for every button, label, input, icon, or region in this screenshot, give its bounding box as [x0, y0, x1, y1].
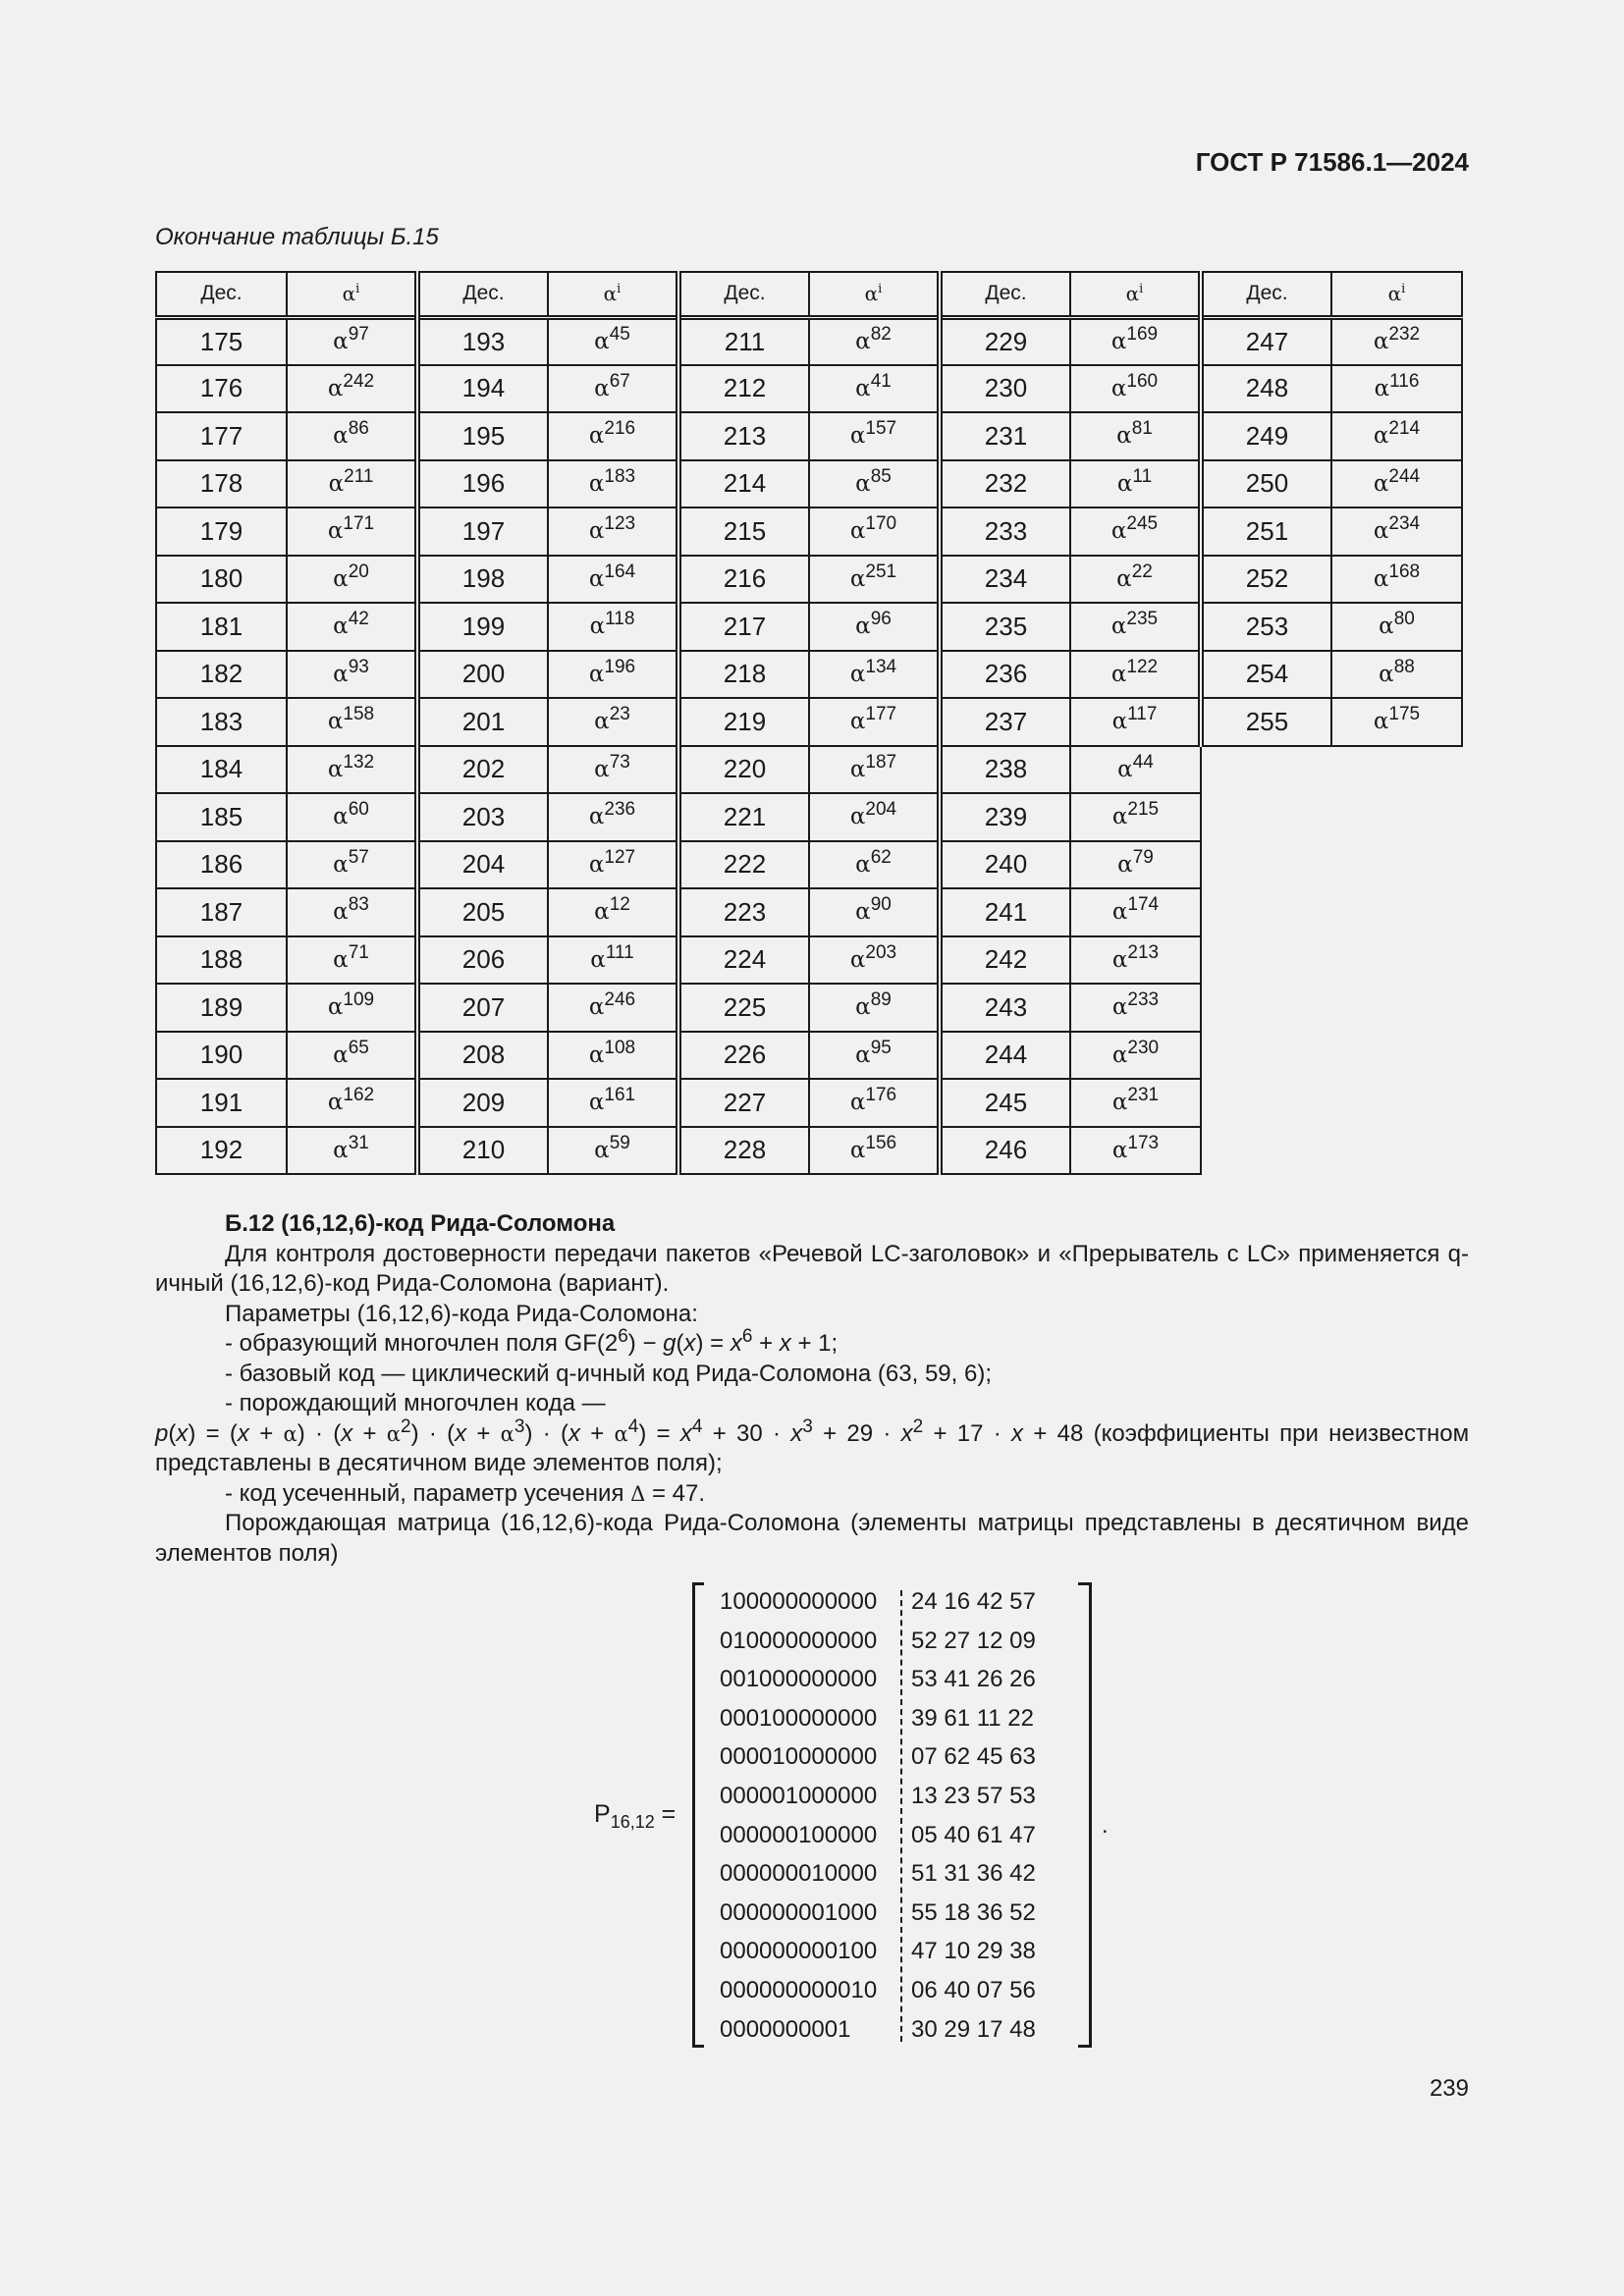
cell-alpha: $\alpha^{71}$: [287, 936, 417, 985]
cell-alpha: $\alpha^{134}$: [809, 651, 940, 699]
bullet-truncation: - код усеченный, параметр усечения Δ = 47.: [225, 1479, 705, 1507]
matrix-parity-part: 55 18 36 52: [911, 1898, 1036, 1926]
cell-dec: 180: [156, 556, 287, 604]
cell-dec: 202: [417, 746, 548, 794]
table-row: [156, 1127, 1462, 1175]
cell-alpha: $\alpha^{65}$: [287, 1032, 417, 1080]
header-dec: Дес.: [678, 272, 809, 317]
paragraph-2: Параметры (16,12,6)-кода Рида-Соломона:: [225, 1300, 698, 1327]
cell-alpha: $\alpha^{211}$: [287, 460, 417, 508]
cell-empty: [1201, 1079, 1331, 1127]
matrix-parity-part: 53 41 26 26: [911, 1666, 1036, 1693]
cell-dec: 182: [156, 651, 287, 699]
cell-alpha: $\alpha^{45}$: [548, 317, 678, 365]
cell-alpha: $\alpha^{23}$: [548, 698, 678, 746]
cell-dec: 249: [1201, 412, 1331, 460]
table-row: [156, 793, 1462, 841]
cell-dec: 208: [417, 1032, 548, 1080]
bullet-generator-polynomial: - порождающий многочлен кода —: [225, 1390, 606, 1416]
cell-empty: [1331, 793, 1462, 841]
cell-alpha: $\alpha^{85}$: [809, 460, 940, 508]
cell-alpha: $\alpha^{177}$: [809, 698, 940, 746]
table-row: [156, 698, 1462, 746]
cell-dec: 221: [678, 793, 809, 841]
cell-dec: 210: [417, 1127, 548, 1175]
table-row: [156, 984, 1462, 1032]
matrix-parity-part: 06 40 07 56: [911, 1977, 1036, 2003]
cell-dec: 192: [156, 1127, 287, 1175]
matrix-identity-part: 000000100000: [720, 1821, 878, 1848]
matrix-divider: [900, 1590, 902, 2042]
matrix-identity-part: 001000000000: [720, 1666, 878, 1693]
cell-alpha: $\alpha^{86}$: [287, 412, 417, 460]
cell-alpha: $\alpha^{42}$: [287, 603, 417, 651]
cell-dec: 254: [1201, 651, 1331, 699]
cell-alpha: $\alpha^{80}$: [1331, 603, 1462, 651]
cell-empty: [1201, 746, 1331, 794]
cell-dec: 253: [1201, 603, 1331, 651]
table-row: [156, 746, 1462, 794]
cell-dec: 185: [156, 793, 287, 841]
matrix-identity-part: 000000001000: [720, 1898, 878, 1926]
cell-alpha: $\alpha^{83}$: [287, 888, 417, 936]
cell-dec: 175: [156, 317, 287, 365]
cell-dec: 194: [417, 365, 548, 413]
cell-dec: 211: [678, 317, 809, 365]
cell-dec: 181: [156, 603, 287, 651]
table-row: [156, 888, 1462, 936]
cell-dec: 212: [678, 365, 809, 413]
cell-alpha: $\alpha^{59}$: [548, 1127, 678, 1175]
cell-alpha: $\alpha^{44}$: [1070, 746, 1201, 794]
cell-dec: 243: [940, 984, 1070, 1032]
cell-empty: [1331, 1079, 1462, 1127]
cell-dec: 236: [940, 651, 1070, 699]
paragraph-matrix-intro: Порождающая матрица (16,12,6)-кода Рида-Соломона (элементы матрицы представлены в десятичном виде элементов поля): [155, 1510, 1469, 1567]
header-alpha: $\alpha^i$: [1070, 272, 1201, 317]
cell-dec: 183: [156, 698, 287, 746]
cell-alpha: $\alpha^{196}$: [548, 651, 678, 699]
cell-dec: 252: [1201, 556, 1331, 604]
cell-dec: 190: [156, 1032, 287, 1080]
cell-dec: 217: [678, 603, 809, 651]
cell-alpha: $\alpha^{12}$: [548, 888, 678, 936]
cell-dec: 229: [940, 317, 1070, 365]
cell-alpha: $\alpha^{236}$: [548, 793, 678, 841]
cell-dec: 251: [1201, 507, 1331, 556]
matrix-parity-part: 52 27 12 09: [911, 1627, 1036, 1654]
bullet-base-code: - базовый код — циклический q-ичный код Рида-Соломона (63, 59, 6);: [225, 1360, 992, 1387]
cell-dec: 176: [156, 365, 287, 413]
cell-alpha: $\alpha^{168}$: [1331, 556, 1462, 604]
cell-alpha: $\alpha^{97}$: [287, 317, 417, 365]
cell-empty: [1201, 793, 1331, 841]
cell-alpha: $\alpha^{233}$: [1070, 984, 1201, 1032]
cell-alpha: $\alpha^{60}$: [287, 793, 417, 841]
cell-dec: 220: [678, 746, 809, 794]
cell-empty: [1331, 984, 1462, 1032]
cell-alpha: $\alpha^{158}$: [287, 698, 417, 746]
cell-alpha: $\alpha^{170}$: [809, 507, 940, 556]
matrix-parity-part: 13 23 57 53: [911, 1783, 1036, 1809]
header-dec: Дес.: [156, 272, 287, 317]
cell-dec: 230: [940, 365, 1070, 413]
cell-alpha: $\alpha^{108}$: [548, 1032, 678, 1080]
cell-empty: [1201, 1032, 1331, 1080]
cell-alpha: $\alpha^{231}$: [1070, 1079, 1201, 1127]
cell-alpha: $\alpha^{67}$: [548, 365, 678, 413]
cell-dec: 237: [940, 698, 1070, 746]
cell-alpha: $\alpha^{244}$: [1331, 460, 1462, 508]
cell-empty: [1331, 746, 1462, 794]
cell-alpha: $\alpha^{187}$: [809, 746, 940, 794]
cell-alpha: $\alpha^{161}$: [548, 1079, 678, 1127]
cell-dec: 235: [940, 603, 1070, 651]
table-row: [156, 507, 1462, 556]
cell-dec: 231: [940, 412, 1070, 460]
cell-alpha: $\alpha^{157}$: [809, 412, 940, 460]
cell-alpha: $\alpha^{81}$: [1070, 412, 1201, 460]
matrix-parity-part: 51 31 36 42: [911, 1860, 1036, 1888]
cell-alpha: $\alpha^{41}$: [809, 365, 940, 413]
cell-alpha: $\alpha^{164}$: [548, 556, 678, 604]
section-title: Б.12 (16,12,6)-код Рида-Соломона: [225, 1210, 616, 1237]
cell-dec: 206: [417, 936, 548, 985]
matrix-identity-part: 000001000000: [720, 1783, 878, 1809]
matrix-identity-part: 000000000010: [720, 1977, 878, 2003]
cell-alpha: $\alpha^{62}$: [809, 841, 940, 889]
cell-alpha: $\alpha^{216}$: [548, 412, 678, 460]
cell-alpha: $\alpha^{183}$: [548, 460, 678, 508]
cell-dec: 200: [417, 651, 548, 699]
cell-alpha: $\alpha^{20}$: [287, 556, 417, 604]
matrix-identity-part: 000010000000: [720, 1743, 878, 1771]
cell-empty: [1331, 936, 1462, 985]
cell-alpha: $\alpha^{90}$: [809, 888, 940, 936]
cell-alpha: $\alpha^{232}$: [1331, 317, 1462, 365]
matrix-label: $P_{16,12}$ =: [594, 1800, 677, 1832]
cell-alpha: $\alpha^{214}$: [1331, 412, 1462, 460]
matrix-trailing-period: .: [1102, 1812, 1109, 1839]
cell-alpha: $\alpha^{93}$: [287, 651, 417, 699]
matrix-identity-part: 000000010000: [720, 1860, 878, 1888]
cell-dec: 204: [417, 841, 548, 889]
cell-alpha: $\alpha^{116}$: [1331, 365, 1462, 413]
cell-empty: [1331, 1032, 1462, 1080]
header-alpha: $\alpha^i$: [287, 272, 417, 317]
table-row: [156, 841, 1462, 889]
header-dec: Дес.: [1201, 272, 1331, 317]
cell-alpha: $\alpha^{204}$: [809, 793, 940, 841]
cell-dec: 250: [1201, 460, 1331, 508]
cell-alpha: $\alpha^{73}$: [548, 746, 678, 794]
cell-dec: 209: [417, 1079, 548, 1127]
cell-alpha: $\alpha^{122}$: [1070, 651, 1201, 699]
cell-dec: 233: [940, 507, 1070, 556]
cell-dec: 186: [156, 841, 287, 889]
cell-alpha: $\alpha^{22}$: [1070, 556, 1201, 604]
cell-alpha: $\alpha^{31}$: [287, 1127, 417, 1175]
cell-dec: 196: [417, 460, 548, 508]
cell-dec: 214: [678, 460, 809, 508]
cell-dec: 226: [678, 1032, 809, 1080]
matrix-parity-part: 24 16 42 57: [911, 1588, 1036, 1615]
cell-dec: 242: [940, 936, 1070, 985]
cell-alpha: $\alpha^{109}$: [287, 984, 417, 1032]
matrix-identity-part: 000000000100: [720, 1938, 878, 1965]
cell-dec: 255: [1201, 698, 1331, 746]
generator-polynomial-formula: $p(x) = (x + \alpha) \cdot (x + \alpha^2) \cdot (x + \alpha^3) \cdot (x + \alpha^4) = x^4 + 30 \cdot x^3 + 29 \cdot x^2 + 17 \cdot x + 48$ (коэффициенты при неизвестном представлены в десятичном виде элементов поля);: [155, 1415, 1470, 1476]
cell-alpha: $\alpha^{169}$: [1070, 317, 1201, 365]
table-caption: Окончание таблицы Б.15: [155, 224, 439, 250]
cell-empty: [1201, 1127, 1331, 1175]
cell-dec: 179: [156, 507, 287, 556]
cell-alpha: $\alpha^{245}$: [1070, 507, 1201, 556]
cell-dec: 240: [940, 841, 1070, 889]
cell-alpha: $\alpha^{95}$: [809, 1032, 940, 1080]
cell-alpha: $\alpha^{111}$: [548, 936, 678, 985]
cell-alpha: $\alpha^{215}$: [1070, 793, 1201, 841]
cell-dec: 238: [940, 746, 1070, 794]
cell-alpha: $\alpha^{57}$: [287, 841, 417, 889]
cell-alpha: $\alpha^{230}$: [1070, 1032, 1201, 1080]
cell-empty: [1201, 888, 1331, 936]
matrix-parity-part: 07 62 45 63: [911, 1743, 1036, 1771]
cell-alpha: $\alpha^{117}$: [1070, 698, 1201, 746]
cell-dec: 219: [678, 698, 809, 746]
matrix-right-bracket: [1078, 1582, 1092, 2048]
cell-alpha: $\alpha^{251}$: [809, 556, 940, 604]
header-alpha: $\alpha^i$: [548, 272, 678, 317]
cell-alpha: $\alpha^{123}$: [548, 507, 678, 556]
table-row: [156, 603, 1462, 651]
cell-alpha: $\alpha^{127}$: [548, 841, 678, 889]
cell-dec: 222: [678, 841, 809, 889]
cell-alpha: $\alpha^{246}$: [548, 984, 678, 1032]
cell-alpha: $\alpha^{11}$: [1070, 460, 1201, 508]
matrix-identity-part: 100000000000: [720, 1588, 878, 1615]
cell-dec: 223: [678, 888, 809, 936]
header-alpha: $\alpha^i$: [809, 272, 940, 317]
cell-empty: [1331, 1127, 1462, 1175]
table-row: [156, 460, 1462, 508]
matrix-parity-part: 47 10 29 38: [911, 1938, 1036, 1965]
header-alpha: $\alpha^i$: [1331, 272, 1462, 317]
cell-alpha: $\alpha^{132}$: [287, 746, 417, 794]
cell-dec: 227: [678, 1079, 809, 1127]
cell-alpha: $\alpha^{171}$: [287, 507, 417, 556]
table-row: [156, 936, 1462, 985]
cell-dec: 225: [678, 984, 809, 1032]
cell-dec: 189: [156, 984, 287, 1032]
cell-dec: 216: [678, 556, 809, 604]
cell-alpha: $\alpha^{82}$: [809, 317, 940, 365]
table-row: [156, 365, 1462, 413]
cell-dec: 197: [417, 507, 548, 556]
cell-alpha: $\alpha^{173}$: [1070, 1127, 1201, 1175]
cell-dec: 201: [417, 698, 548, 746]
cell-dec: 195: [417, 412, 548, 460]
cell-alpha: $\alpha^{160}$: [1070, 365, 1201, 413]
cell-alpha: $\alpha^{242}$: [287, 365, 417, 413]
cell-alpha: $\alpha^{203}$: [809, 936, 940, 985]
cell-alpha: $\alpha^{89}$: [809, 984, 940, 1032]
header-dec: Дес.: [417, 272, 548, 317]
cell-dec: 177: [156, 412, 287, 460]
cell-dec: 245: [940, 1079, 1070, 1127]
cell-dec: 244: [940, 1032, 1070, 1080]
cell-dec: 228: [678, 1127, 809, 1175]
matrix-parity-part: 05 40 61 47: [911, 1821, 1036, 1848]
cell-alpha: $\alpha^{235}$: [1070, 603, 1201, 651]
cell-empty: [1331, 888, 1462, 936]
cell-alpha: $\alpha^{174}$: [1070, 888, 1201, 936]
table-row: [156, 1032, 1462, 1080]
cell-dec: 191: [156, 1079, 287, 1127]
cell-alpha: $\alpha^{96}$: [809, 603, 940, 651]
section-b12: [155, 1209, 1469, 1569]
table-row: [156, 1079, 1462, 1127]
cell-alpha: $\alpha^{118}$: [548, 603, 678, 651]
matrix-parity-part: 30 29 17 48: [911, 2015, 1036, 2043]
cell-alpha: $\alpha^{88}$: [1331, 651, 1462, 699]
table-header: [156, 272, 1462, 317]
cell-dec: 203: [417, 793, 548, 841]
cell-dec: 218: [678, 651, 809, 699]
cell-dec: 215: [678, 507, 809, 556]
header-dec: Дес.: [940, 272, 1070, 317]
cell-empty: [1201, 936, 1331, 985]
cell-alpha: $\alpha^{234}$: [1331, 507, 1462, 556]
matrix-parity-part: 39 61 11 22: [911, 1704, 1035, 1732]
cell-dec: 205: [417, 888, 548, 936]
paragraph-1: Для контроля достоверности передачи пакетов «Речевой LC-заголовок» и «Прерыватель с LC» применяется q-ичный (16,12,6)-код Рида-Соломона (вариант).: [155, 1240, 1469, 1297]
cell-alpha: $\alpha^{175}$: [1331, 698, 1462, 746]
cell-dec: 199: [417, 603, 548, 651]
table-row: [156, 556, 1462, 604]
cell-dec: 213: [678, 412, 809, 460]
cell-empty: [1201, 841, 1331, 889]
bullet-field-polynomial: - образующий многочлен поля $GF(2^6) - g(x) = x^6 + x + 1$;: [225, 1326, 839, 1357]
cell-alpha: $\alpha^{176}$: [809, 1079, 940, 1127]
cell-dec: 248: [1201, 365, 1331, 413]
table-row: [156, 317, 1462, 365]
cell-dec: 178: [156, 460, 287, 508]
cell-dec: 246: [940, 1127, 1070, 1175]
cell-dec: 241: [940, 888, 1070, 936]
cell-dec: 198: [417, 556, 548, 604]
cell-dec: 188: [156, 936, 287, 985]
cell-dec: 247: [1201, 317, 1331, 365]
page-number: 239: [1429, 2075, 1469, 2102]
cell-dec: 187: [156, 888, 287, 936]
cell-dec: 193: [417, 317, 548, 365]
alpha-table: [155, 271, 1463, 1175]
table-body: [156, 317, 1462, 1174]
table-row: [156, 412, 1462, 460]
cell-dec: 234: [940, 556, 1070, 604]
cell-alpha: $\alpha^{156}$: [809, 1127, 940, 1175]
cell-dec: 239: [940, 793, 1070, 841]
cell-alpha: $\alpha^{79}$: [1070, 841, 1201, 889]
cell-empty: [1201, 984, 1331, 1032]
cell-dec: 207: [417, 984, 548, 1032]
matrix-left-bracket: [692, 1582, 704, 2048]
cell-dec: 232: [940, 460, 1070, 508]
cell-dec: 224: [678, 936, 809, 985]
matrix-identity-part: 0000000001: [720, 2015, 851, 2043]
cell-empty: [1331, 841, 1462, 889]
matrix-identity-part: 010000000000: [720, 1627, 878, 1654]
matrix-identity-part: 000100000000: [720, 1704, 878, 1732]
document-header: ГОСТ Р 71586.1—2024: [1195, 147, 1469, 177]
cell-alpha: $\alpha^{213}$: [1070, 936, 1201, 985]
table-row: [156, 651, 1462, 699]
cell-alpha: $\alpha^{162}$: [287, 1079, 417, 1127]
cell-dec: 184: [156, 746, 287, 794]
